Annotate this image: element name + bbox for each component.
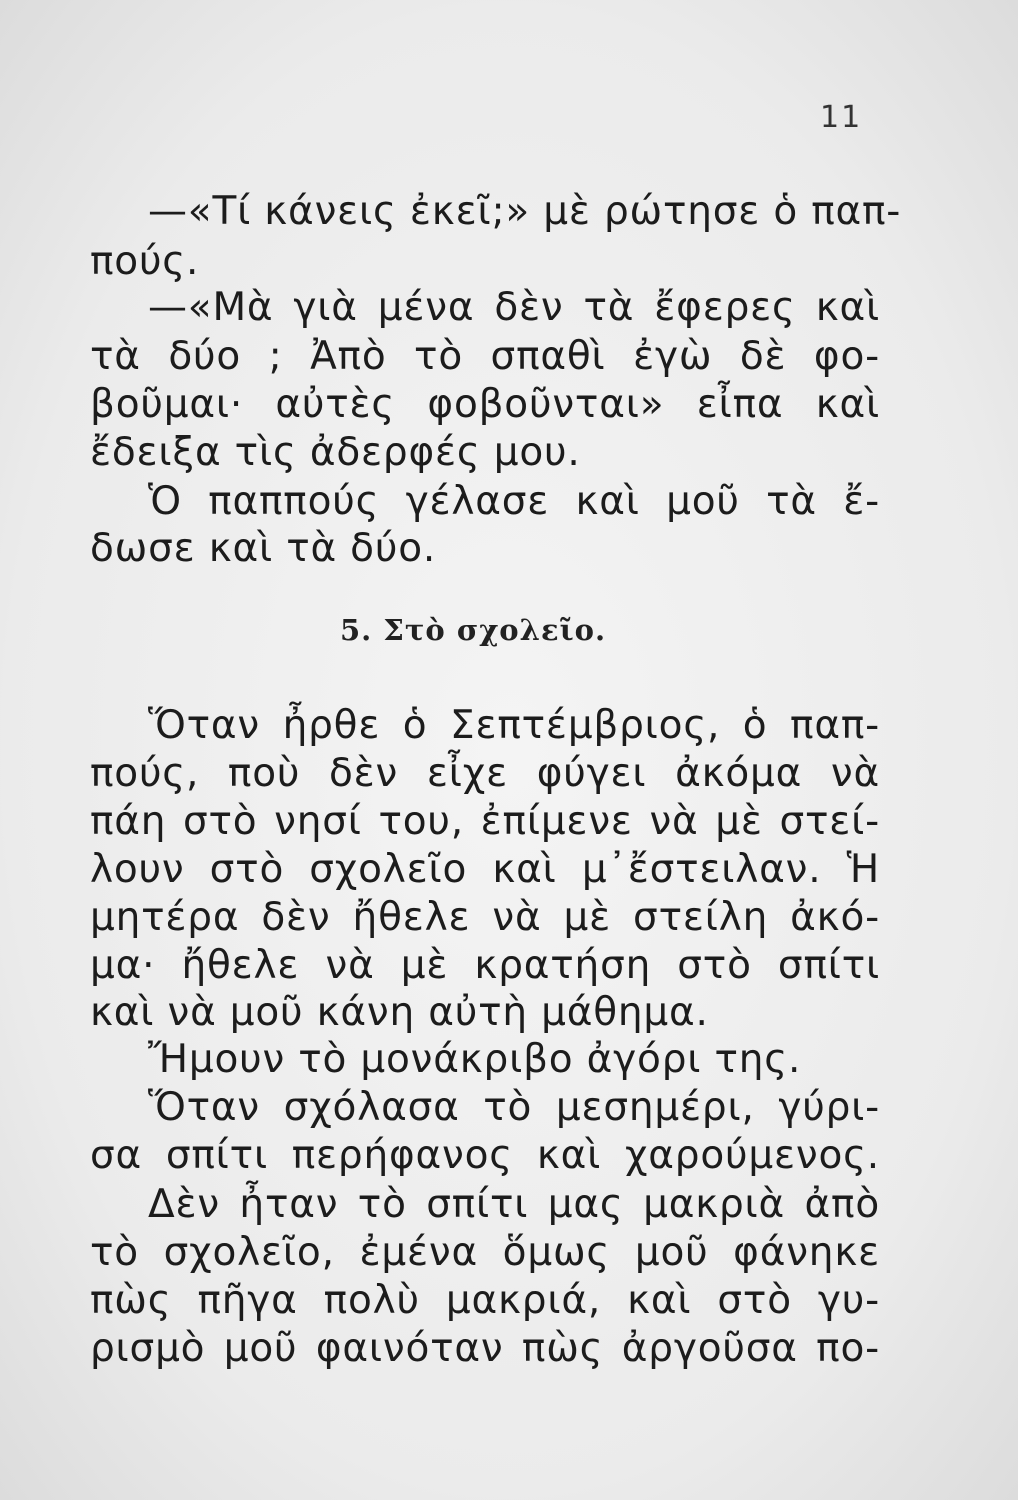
section-heading: 5. Στὸ σχολεῖο. bbox=[340, 613, 607, 647]
text-line: Ὁ παππούς γέλασε καὶ μοῦ τὰ ἔ- bbox=[148, 479, 880, 524]
text-line: σα σπίτι περήφανος καὶ χαρούμενος. bbox=[90, 1133, 880, 1178]
text-line: Ὅταν ἦρθε ὁ Σεπτέμβριος, ὁ παπ- bbox=[148, 703, 880, 748]
text-line: δωσε καὶ τὰ δύο. bbox=[90, 526, 437, 571]
text-line: ρισμὸ μοῦ φαινόταν πὼς ἀργοῦσα πο- bbox=[90, 1326, 880, 1371]
text-line: καὶ νὰ μοῦ κάνη αὐτὴ μάθημα. bbox=[90, 990, 709, 1035]
text-line: ἔδειξα τὶς ἀδερφές μου. bbox=[90, 430, 581, 475]
text-line: Δὲν ἦταν τὸ σπίτι μας μακριὰ ἀπὸ bbox=[148, 1182, 880, 1227]
text-line: πούς, ποὺ δὲν εἶχε φύγει ἀκόμα νὰ bbox=[90, 751, 880, 796]
text-line: Ἤμουν τὸ μονάκριβο ἀγόρι της. bbox=[148, 1037, 802, 1082]
text-line: Ὅταν σχόλασα τὸ μεσημέρι, γύρι- bbox=[148, 1085, 880, 1130]
text-line: πὼς πῆγα πολὺ μακριά, καὶ στὸ γυ- bbox=[90, 1278, 880, 1323]
text-line: —«Τί κάνεις ἐκεῖ;» μὲ ρώτησε ὁ παπ- bbox=[148, 189, 902, 234]
page-number: 11 bbox=[820, 100, 863, 135]
text-line: λουν στὸ σχολεῖο καὶ μ᾿ἔστειλαν. Ἡ bbox=[90, 847, 880, 892]
text-line: —«Μὰ γιὰ μένα δὲν τὰ ἔφερες καὶ bbox=[148, 285, 880, 330]
text-line: πούς. bbox=[90, 239, 200, 284]
text-line: πάη στὸ νησί του, ἐπίμενε νὰ μὲ στεί- bbox=[90, 799, 880, 844]
text-line: τὸ σχολεῖο, ἐμένα ὅμως μοῦ φάνηκε bbox=[90, 1230, 880, 1275]
text-line: μητέρα δὲν ἤθελε νὰ μὲ στείλη ἀκό- bbox=[90, 895, 880, 940]
text-line: βοῦμαι· αὐτὲς φοβοῦνται» εἶπα καὶ bbox=[90, 382, 880, 427]
text-line: τὰ δύο ; Ἀπὸ τὸ σπαθὶ ἐγὼ δὲ φο- bbox=[90, 334, 880, 379]
text-line: μα· ἤθελε νὰ μὲ κρατήση στὸ σπίτι bbox=[90, 943, 880, 988]
